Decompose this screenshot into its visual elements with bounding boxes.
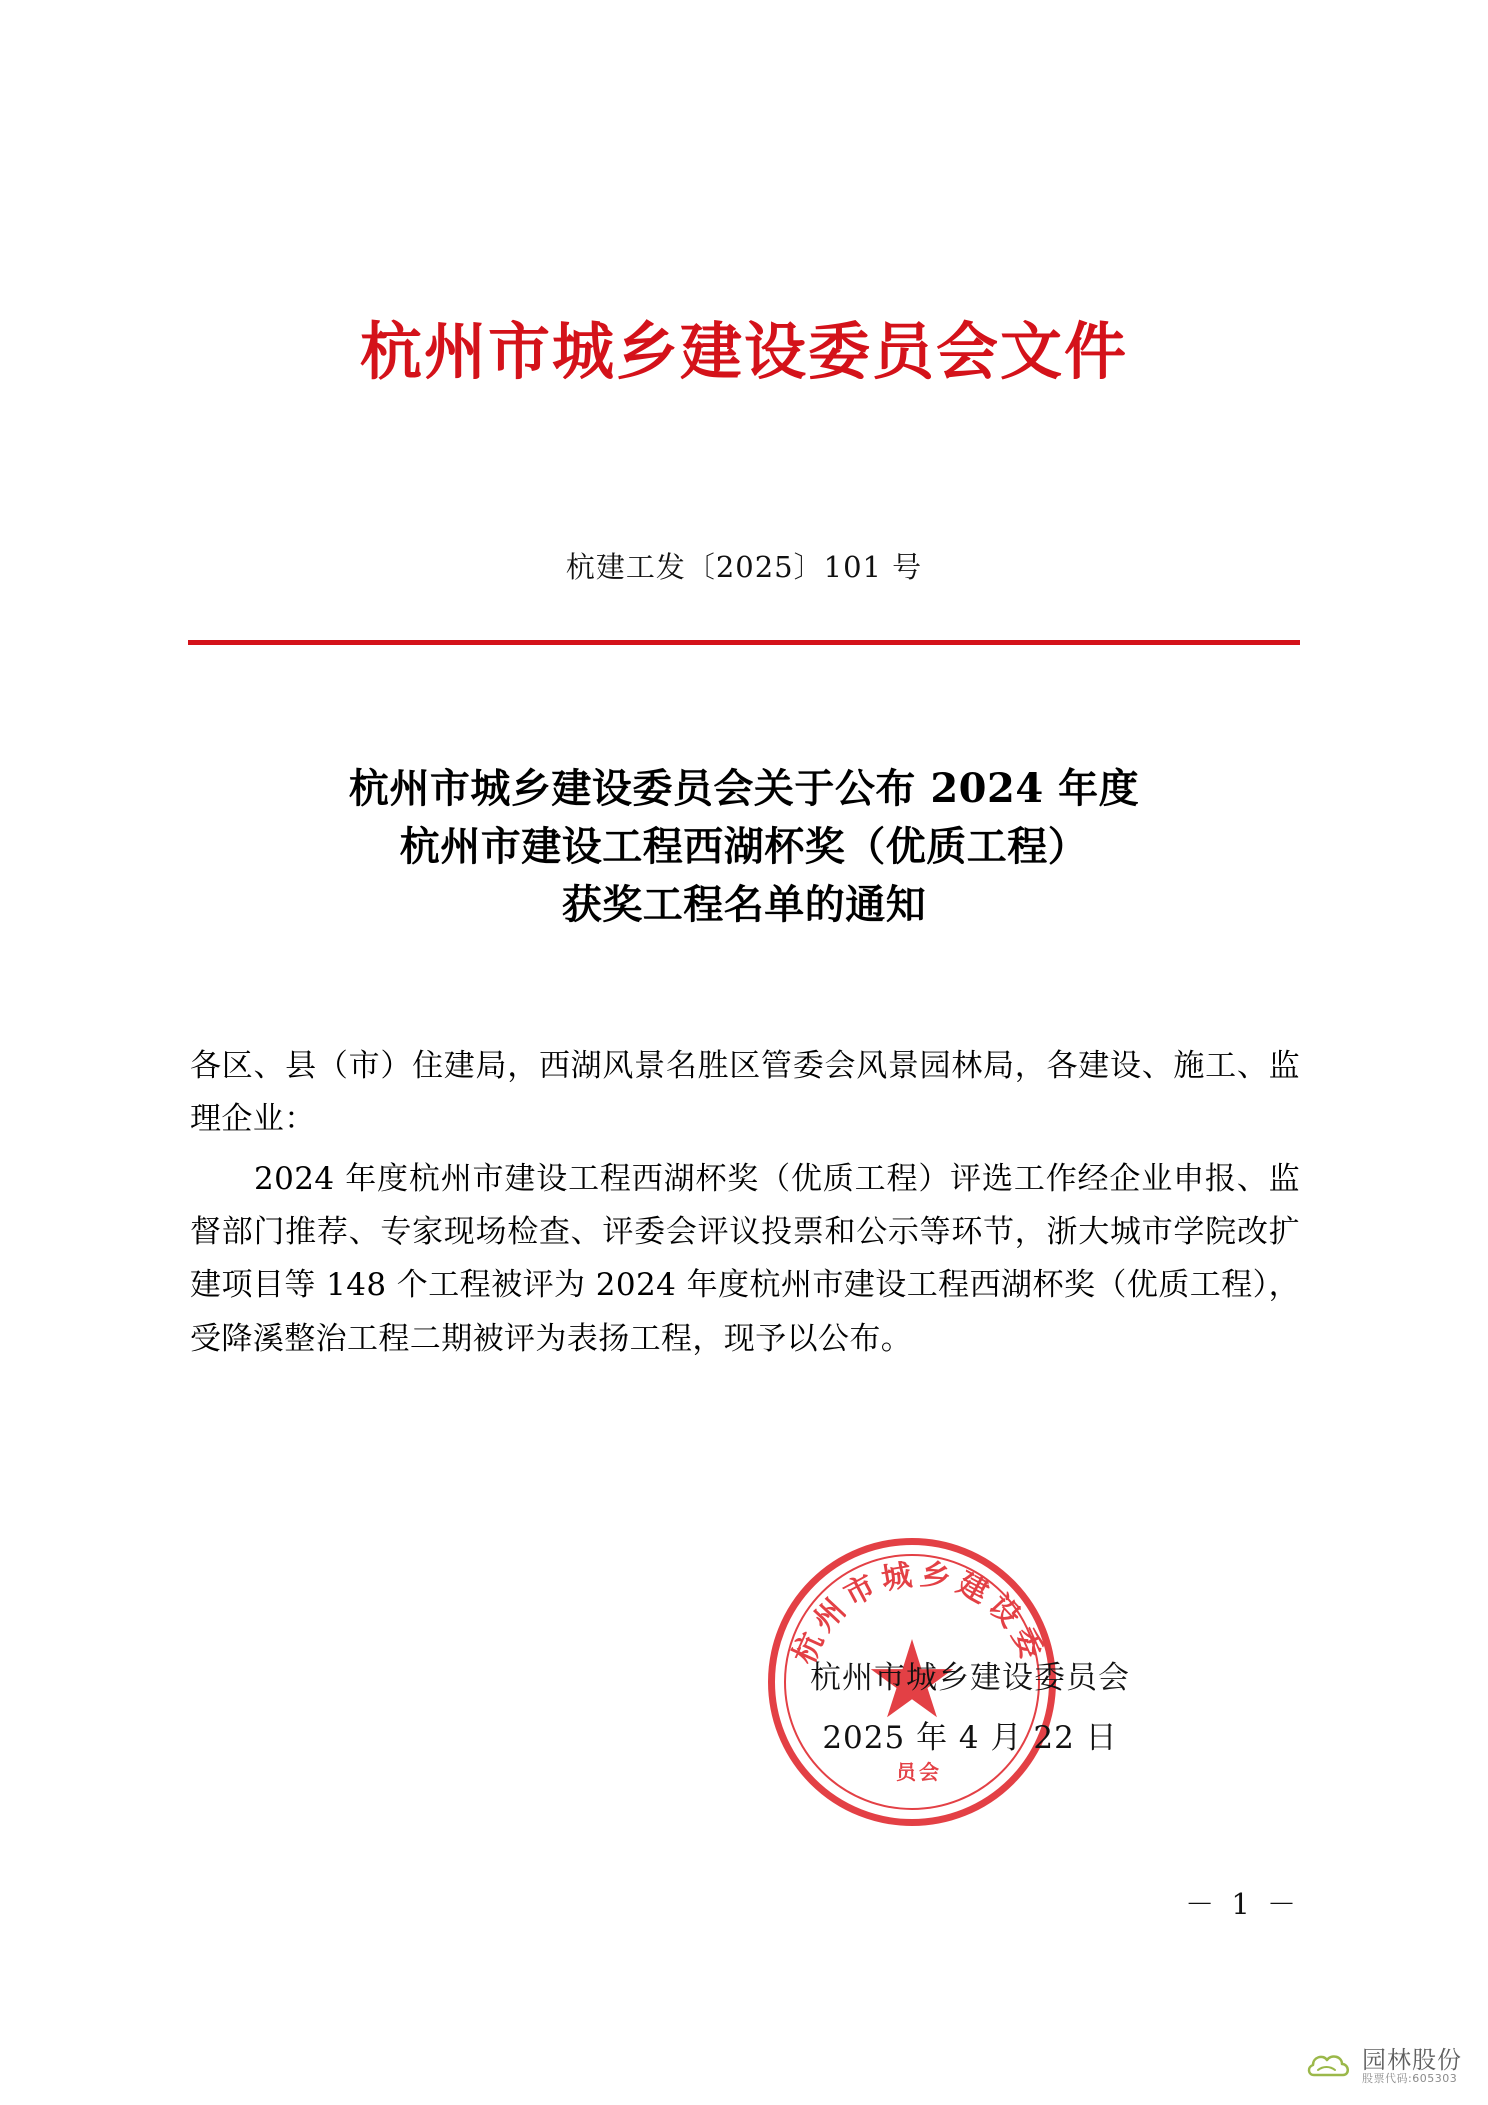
body-paragraph-addressee: 各区、县（市）住建局，西湖风景名胜区管委会风景园林局，各建设、施工、监理企业： [190,1048,1300,1138]
document-number: 杭建工发〔2025〕101 号 [565,550,923,584]
document-header-title: 杭州市城乡建设委员会文件 [359,315,1128,388]
signature-date: 2025 年 4 月 22 日 [822,1720,1118,1757]
watermark-logo [1306,2047,1462,2085]
seal-arc-label: 杭州市城乡建设委 [786,1556,1052,1670]
seal-bottom-label: 员会 [896,1760,942,1784]
watermark-name: 园林股份 [1362,2045,1462,2074]
signature-area [700,1530,1240,1860]
document-header [0,315,1488,388]
signature-organization: 杭州市城乡建设委员会 [810,1660,1130,1696]
body-paragraph-main: 2024 年度杭州市建设工程西湖杯奖（优质工程）评选工作经企业申报、监督部门推荐、专家现场检查、评委会评议投票和公示等环节，浙大城市学院改扩建项目等 148 个工程被评为 2024 年度杭州市建设工程西湖杯奖（优质工程），受降溪整治工程二期被评为表扬工程，现予以公布。 [190,1160,1300,1357]
notice-title-line-1: 杭州市城乡建设委员会关于公布 2024 年度 [348,765,1140,812]
header-red-divider [188,640,1300,645]
signature-block [700,1648,1240,1769]
watermark-code: 股票代码:605303 [1362,2071,1458,2085]
notice-title-line-2: 杭州市建设工程西湖杯奖（优质工程） [399,823,1089,870]
page-number: － 1 － [1185,1887,1300,1921]
watermark-text [1362,2047,1462,2085]
cloud-icon [1306,2049,1352,2083]
document-body [190,1040,1300,1372]
notice-title [188,760,1300,934]
notice-title-line-3: 获奖工程名单的通知 [561,881,927,928]
